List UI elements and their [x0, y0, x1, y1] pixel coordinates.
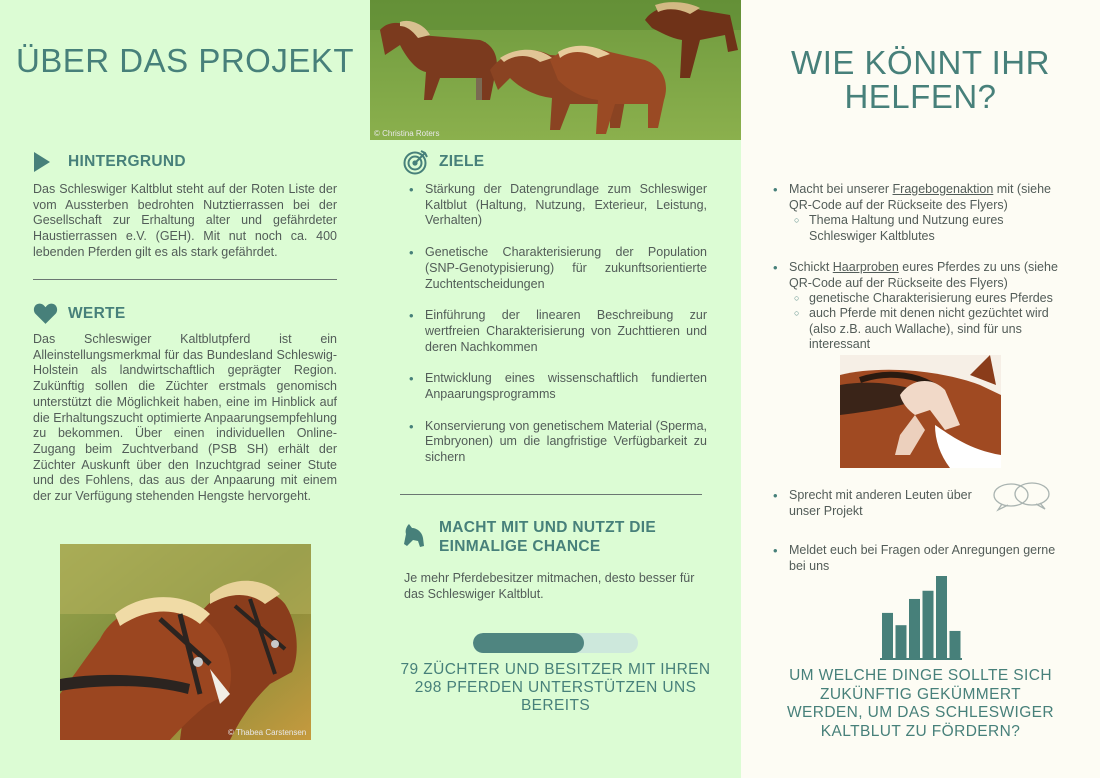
help-item-hair-samples [765, 260, 1065, 352]
goal-item: • Genetische Charakterisierung der Population (SNP-Genotypisierung) für zukunftsorientierte Zuchtentscheidungen [401, 245, 707, 292]
goal-item: • Einführung der linearen Beschreibung zur wertfreien Charakterisierung von Zuchttieren und deren Nachkommen [401, 308, 707, 355]
help-list [765, 182, 1065, 352]
help-sub-item: ○ Thema Haltung und Nutzung eures Schleswiger Kaltblutes [789, 213, 1065, 243]
hair-sample-photo [840, 355, 1001, 468]
supporters-stat: 79 ZÜCHTER UND BESITZER MIT IHREN 298 PFERDEN UNTERSTÜTZEN UNS BEREITS [400, 661, 711, 714]
help-sub-list [789, 213, 1065, 243]
help-item-text: eures Pferdes zu uns (siehe QR-Code auf der Rückseite des Flyers) [789, 259, 1058, 290]
values-text: Das Schleswiger Kaltblutpferd ist ein Alleinstellungsmerkmal für das Bundesland Schleswig-Holstein als landwirtschaftlich geprägter Region. Zukünftig sollen die Züchter erstmals genomisch unterstützt die Möglichkeit haben, eine im Hinblick auf die Erhaltungszucht optimierte Anpaarungsempfehlung zu bekommen. Über einen individuellen Online-Zugang beim Zuchtverband (PSB SH) erhält der Züchter Auskunft über den Inzuchtgrad seiner Stute und des Fohlens, das aus der Anpaarung mit einem der zur Verfügung stehenden Hengste hervorgeht. [33, 332, 337, 504]
photo-credit: © Christina Roters [374, 129, 440, 138]
speech-bubbles-icon [992, 482, 1052, 512]
help-item-spread-word: • Sprecht mit anderen Leuten über unser Projekt [765, 488, 985, 519]
background-heading: HINTERGRUND [68, 153, 186, 170]
help-item-questionnaire [765, 182, 1065, 244]
goal-item: • Konservierung von genetischem Material (Sperma, Embryonen) um die langfristige Verfügbarkeit zu sichern [401, 419, 707, 466]
help-item-text: Schickt [789, 259, 833, 274]
help-item-contact: • Meldet euch bei Fragen oder Anregungen gerne bei uns [765, 543, 1070, 574]
photo-credit: © Thabea Carstensen [228, 728, 307, 737]
help-title: WIE KÖNNT IHR HELFEN? [791, 44, 1050, 115]
goals-heading: ZIELE [439, 153, 485, 170]
panel-goals [370, 0, 741, 778]
goal-item: • Stärkung der Datengrundlage zum Schleswiger Kaltblut (Haltung, Nutzung, Exterieur, Leistung, Verhalten) [401, 182, 707, 229]
play-triangle-icon [33, 152, 51, 172]
support-progress-bar [473, 633, 638, 653]
heart-icon [33, 302, 58, 325]
chart-bar [909, 599, 920, 658]
target-icon [403, 149, 429, 175]
chart-bar [923, 591, 934, 658]
chart-baseline [880, 658, 962, 660]
bar-chart-icon [880, 574, 962, 660]
help-list [765, 488, 985, 519]
cta-text: Je mehr Pferdebesitzer mitmachen, desto besser für das Schleswiger Kaltblut. [404, 571, 695, 601]
future-question: UM WELCHE DINGE SOLLTE SICH ZUKÜNFTIG GEKÜMMERT WERDEN, UM DAS SCHLESWIGER KALTBLUT ZU FÖRDERN? [786, 667, 1055, 740]
help-list [765, 543, 1070, 574]
divider [400, 494, 702, 495]
chart-bar [936, 576, 947, 658]
chart-bar [882, 613, 893, 658]
progress-fill [473, 633, 584, 653]
help-sub-item: ○ auch Pferde mit denen nicht gezüchtet wird (also z.B. auch Wallache), sind für uns interessant [789, 306, 1065, 352]
help-sub-item: ○ genetische Charakterisierung eures Pferdes [789, 291, 1065, 306]
cta-heading: MACHT MIT UND NUTZT DIE EINMALIGE CHANCE [439, 519, 656, 555]
harnessed-horses-photo [60, 544, 311, 740]
panel-about [0, 0, 370, 778]
help-sub-list [789, 291, 1065, 352]
horse-head-icon [403, 522, 425, 548]
background-text: Das Schleswiger Kaltblut steht auf der Roten Liste der vom Aussterben bedrohten Nutztierrassen bei der Gesellschaft zur Erhaltung alter und gefährdeter Haustierrassen e.V. (GEH). Mit nut noch ca. 400 lebenden Pferden gilt es als stark gefährdet. [33, 182, 337, 259]
divider [33, 279, 337, 280]
panel-help [741, 0, 1100, 778]
goal-item: • Entwicklung eines wissenschaftlich fundierten Anpaarungsprogramms [401, 371, 707, 402]
help-item-text: Macht bei unserer [789, 182, 893, 196]
help-item-text: mit (siehe QR-Code auf der Rückseite des Flyers) [789, 182, 1051, 212]
values-heading: WERTE [68, 305, 126, 322]
goals-list [401, 182, 707, 466]
chart-bar [950, 631, 961, 658]
horses-pasture-photo [370, 0, 741, 140]
about-title: ÜBER DAS PROJEKT [15, 42, 355, 79]
questionnaire-link[interactable]: Fragebogenaktion [892, 182, 994, 196]
chart-bar [896, 625, 907, 658]
hair-samples-link[interactable]: Haarproben [832, 259, 899, 274]
